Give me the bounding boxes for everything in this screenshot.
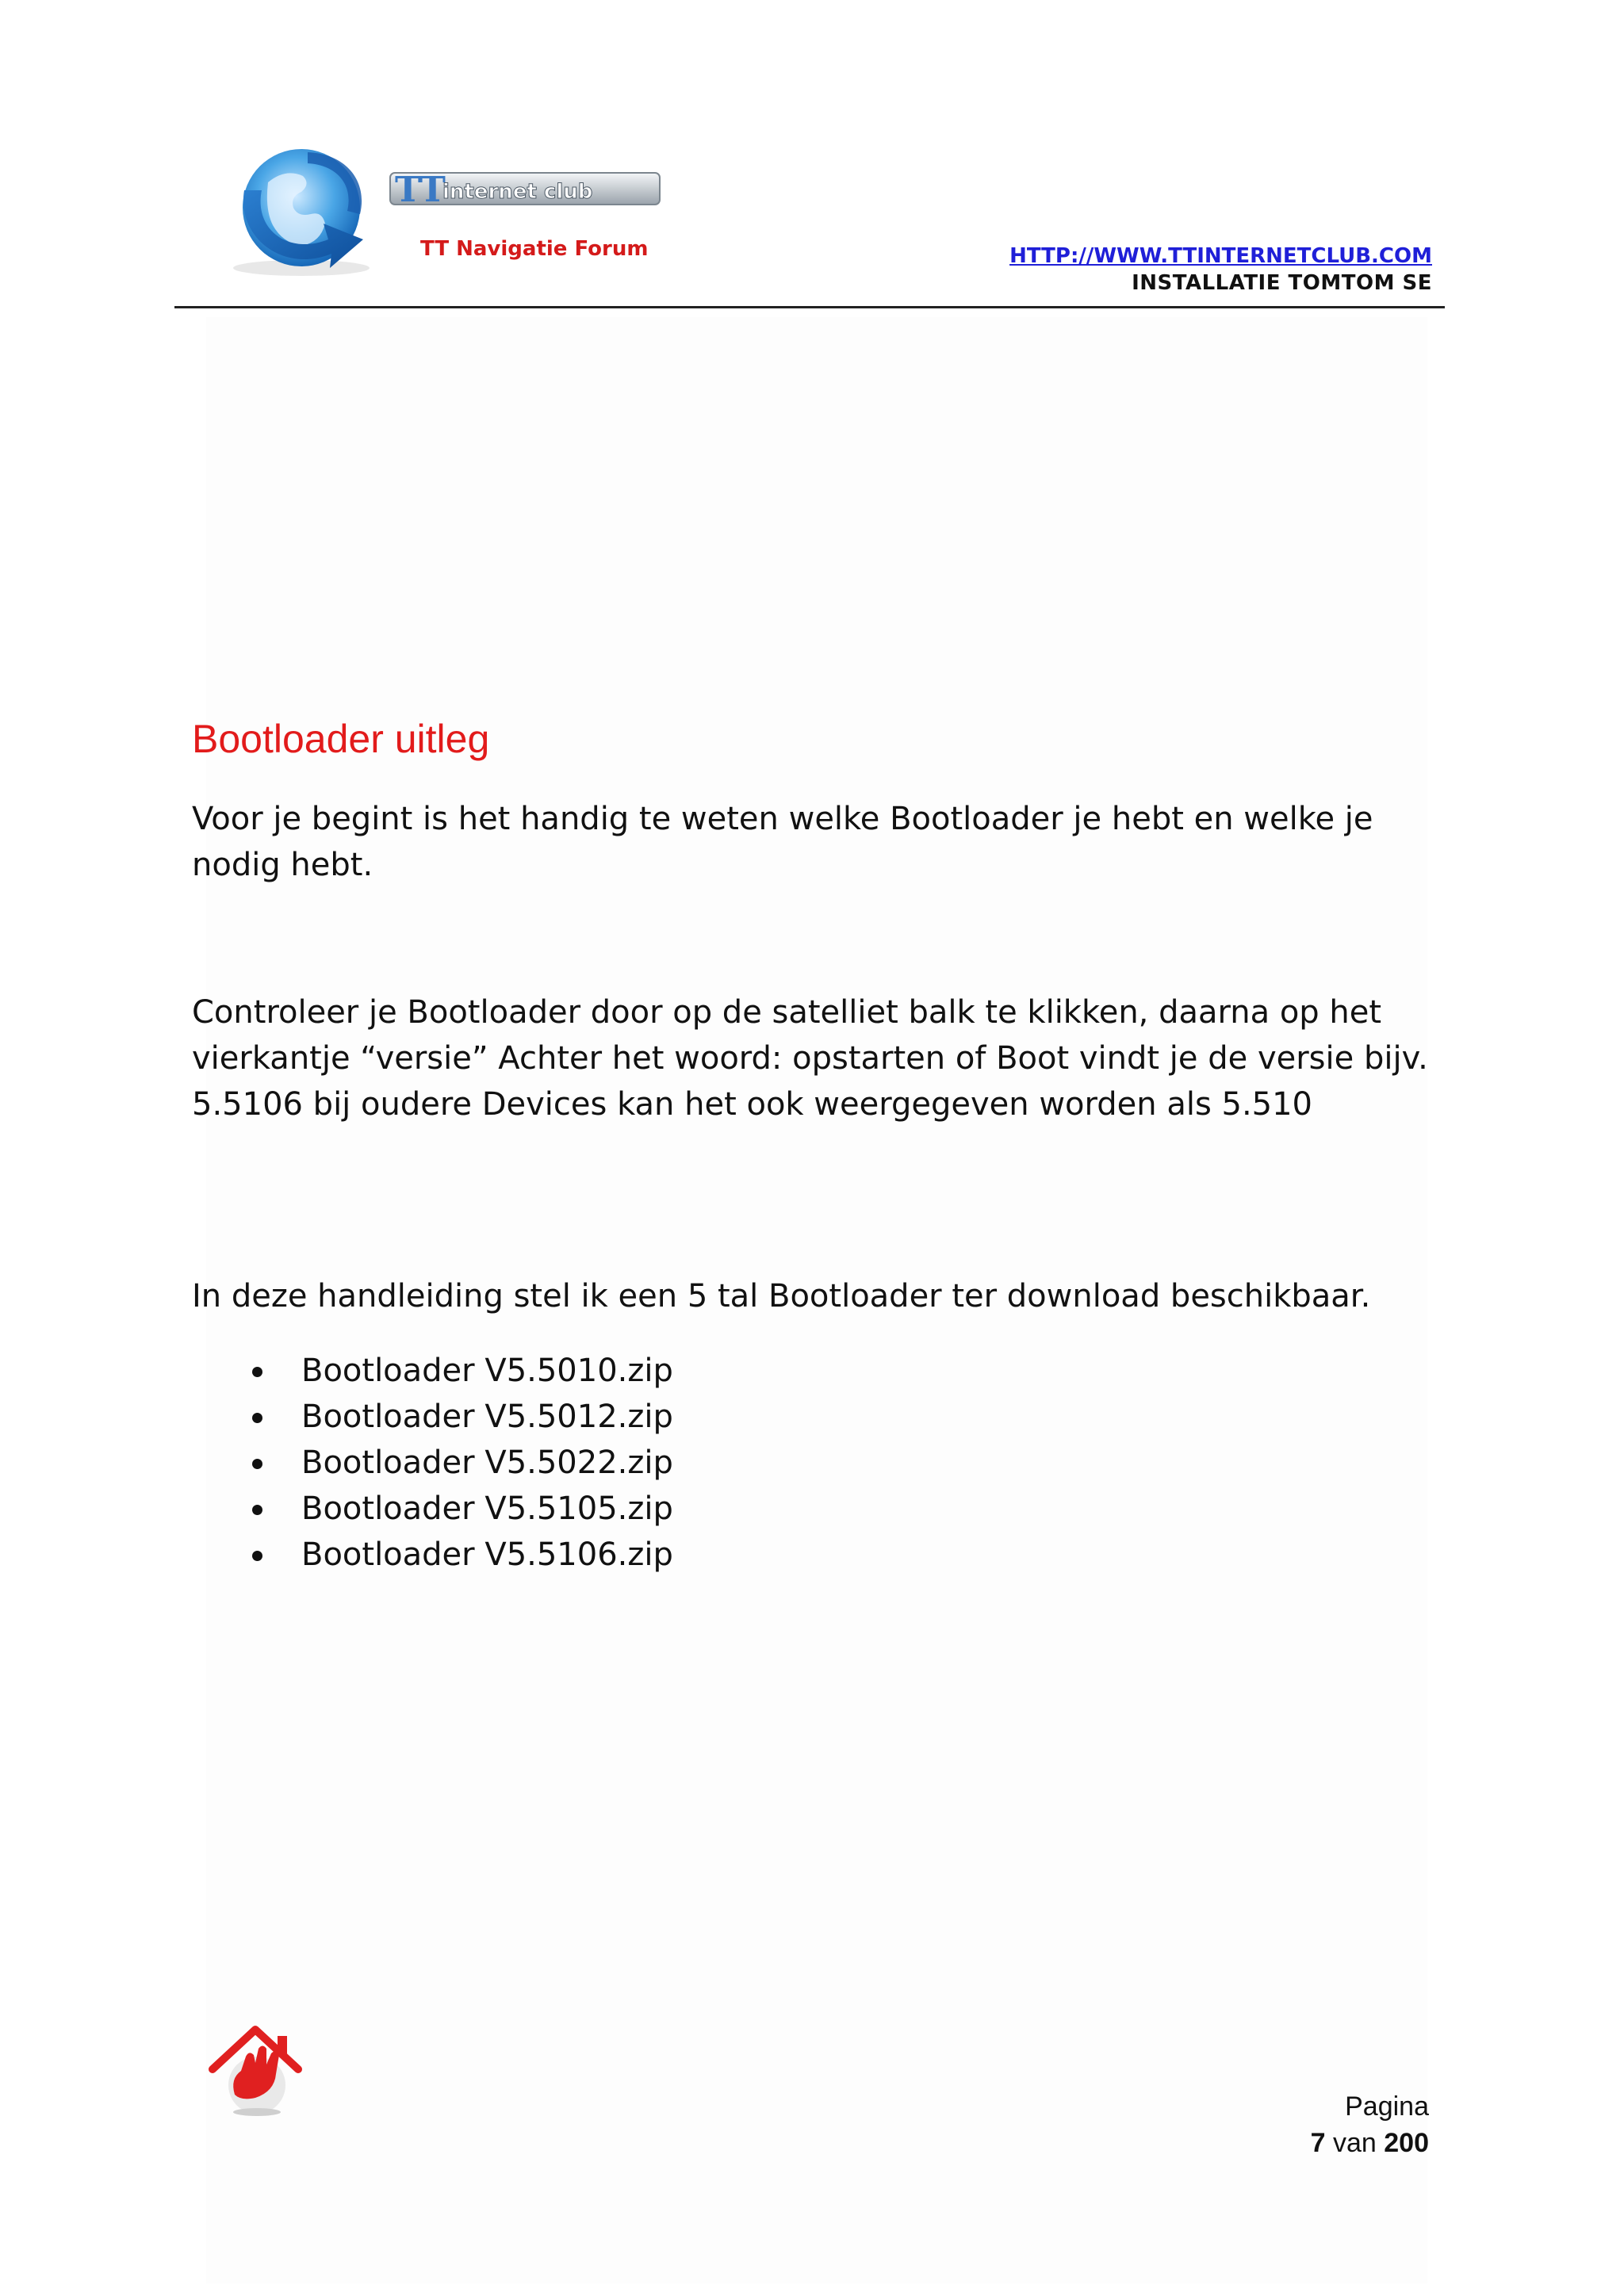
bootloader-list (252, 1348, 673, 1578)
check-bootloader-paragraph: Controleer je Bootloader door op de satelliet balk te klikken, daarna op het vierkantje “versie” Achter het woord: opstarten of Boot vindt je de versie bijv. 5.5106 bij oudere Devices kan het ook weergegeven worden als 5.510 (192, 994, 1428, 1123)
svg-text:TT: TT (395, 170, 446, 210)
home-hand-icon (208, 2023, 303, 2118)
page-count (1311, 2125, 1429, 2161)
svg-text:TT Navigatie Forum: TT Navigatie Forum (420, 237, 649, 261)
bullet-icon (252, 1413, 262, 1423)
total-pages: 200 (1384, 2128, 1429, 2158)
page-number (1311, 2088, 1429, 2161)
intro-paragraph: Voor je begint is het handig te weten welke Bootloader je hebt en welke je nodig hebt. (192, 801, 1373, 883)
bullet-icon (252, 1551, 262, 1561)
section-title: Bootloader uitleg (192, 717, 490, 761)
svg-text:internet club: internet club (442, 180, 593, 204)
header-divider (174, 306, 1445, 308)
document-subtitle: INSTALLATIE TOMTOM SE (1132, 271, 1432, 295)
bullet-icon (252, 1459, 262, 1469)
page-label: Pagina (1345, 2091, 1429, 2122)
bootloader-file: Bootloader V5.5010.zip (301, 1353, 673, 1389)
bootloader-file: Bootloader V5.5012.zip (301, 1399, 673, 1435)
bootloader-file: Bootloader V5.5106.zip (301, 1536, 673, 1573)
list-item (252, 1532, 673, 1578)
bootloader-file: Bootloader V5.5022.zip (301, 1445, 673, 1481)
page-of: van (1332, 2128, 1377, 2158)
bullet-icon (252, 1367, 262, 1377)
list-item (252, 1440, 673, 1486)
list-item (252, 1486, 673, 1532)
list-item (252, 1348, 673, 1394)
bullet-icon (252, 1505, 262, 1515)
download-paragraph: In deze handleiding stel ik een 5 tal Bootloader ter download beschikbaar. (192, 1278, 1371, 1314)
website-link[interactable]: HTTP://WWW.TTINTERNETCLUB.COM (1009, 244, 1432, 268)
list-item (252, 1394, 673, 1440)
current-page: 7 (1310, 2128, 1326, 2158)
ttinternetclub-logo (213, 135, 688, 285)
bootloader-file: Bootloader V5.5105.zip (301, 1490, 673, 1527)
header-info (1009, 243, 1432, 297)
